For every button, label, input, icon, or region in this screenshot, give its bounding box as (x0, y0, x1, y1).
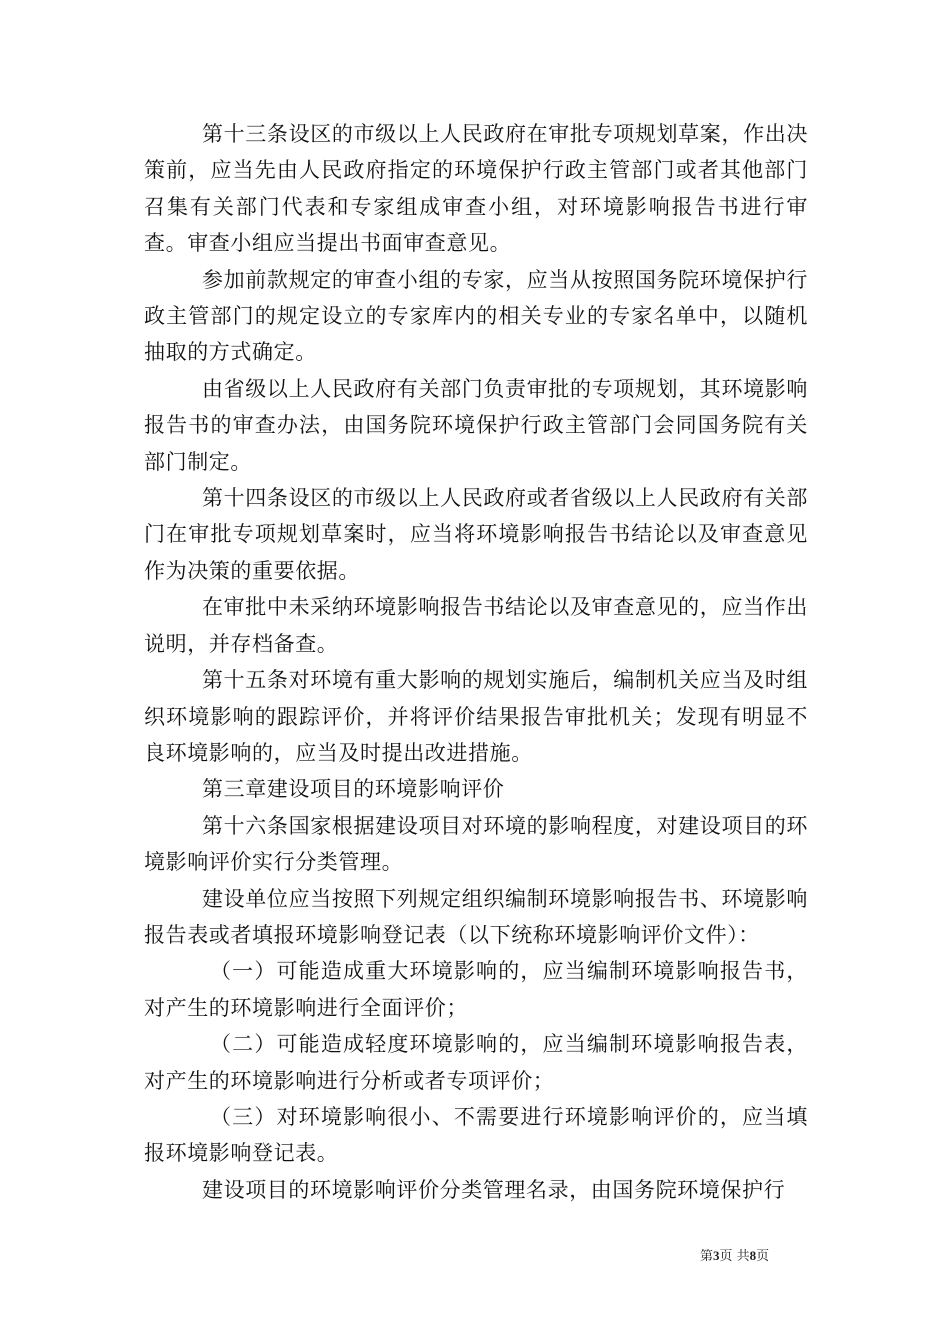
footer-middle: 页 共 (719, 1249, 750, 1264)
total-pages-number: 8 (749, 1248, 757, 1263)
paragraph-article-14: 第十四条设区的市级以上人民政府或者省级以上人民政府有关部门在审批专项规划草案时，应当将环境影响报告书结论以及审查意见作为决策的重要依据。 (144, 486, 808, 583)
paragraph-expert-selection: 参加前款规定的审查小组的专家，应当从按照国务院环境保护行政主管部门的规定设立的专家库内的相关专业的专家名单中，以随机抽取的方式确定。 (144, 267, 808, 365)
list-item-major-impact: （一）可能造成重大环境影响的，应当编制环境影响报告书，对产生的环境影响进行全面评价； (144, 959, 808, 1020)
list-item-minor-impact: （二）可能造成轻度环境影响的，应当编制环境影响报告表，对产生的环境影响进行分析或者专项评价； (144, 1032, 808, 1093)
paragraph-article-16: 第十六条国家根据建设项目对环境的影响程度，对建设项目的环境影响评价实行分类管理。 (144, 813, 808, 875)
current-page-number: 3 (713, 1248, 720, 1263)
paragraph-article-15: 第十五条对环境有重大影响的规划实施后，编制机关应当及时组织环境影响的跟踪评价，并将评价结果报告审批机关；发现有明显不良环境影响的，应当及时提出改进措施。 (144, 668, 808, 765)
paragraph-classification-catalog: 建设项目的环境影响评价分类管理名录，由国务院环境保护行 (202, 1177, 786, 1202)
footer-suffix: 页 (756, 1249, 770, 1264)
document-body (144, 116, 808, 1208)
list-item-minimal-impact: （三）对环境影响很小、不需要进行环境影响评价的，应当填报环境影响登记表。 (144, 1104, 808, 1166)
paragraph-review-method: 由省级以上人民政府有关部门负责审批的专项规划，其环境影响报告书的审查办法，由国务院环境保护行政主管部门会同国务院有关部门制定。 (144, 376, 808, 474)
chapter-heading: 第三章建设项目的环境影响评价 (202, 777, 505, 802)
paragraph-construction-unit: 建设单位应当按照下列规定组织编制环境影响报告书、环境影响报告表或者填报环境影响登记表（以下统称环境影响评价文件）： (144, 886, 808, 947)
page-number-footer (700, 1245, 769, 1264)
paragraph-article-13: 第十三条设区的市级以上人民政府在审批专项规划草案，作出决策前，应当先由人民政府指定的环境保护行政主管部门或者其他部门召集有关部门代表和专家组成审查小组，对环境影响报告书进行审查。审查小组应当提出书面审查意见。 (144, 122, 808, 256)
footer-prefix: 第 (700, 1249, 714, 1264)
paragraph-not-adopted: 在审批中未采纳环境影响报告书结论以及审查意见的，应当作出说明，并存档备查。 (144, 595, 808, 656)
